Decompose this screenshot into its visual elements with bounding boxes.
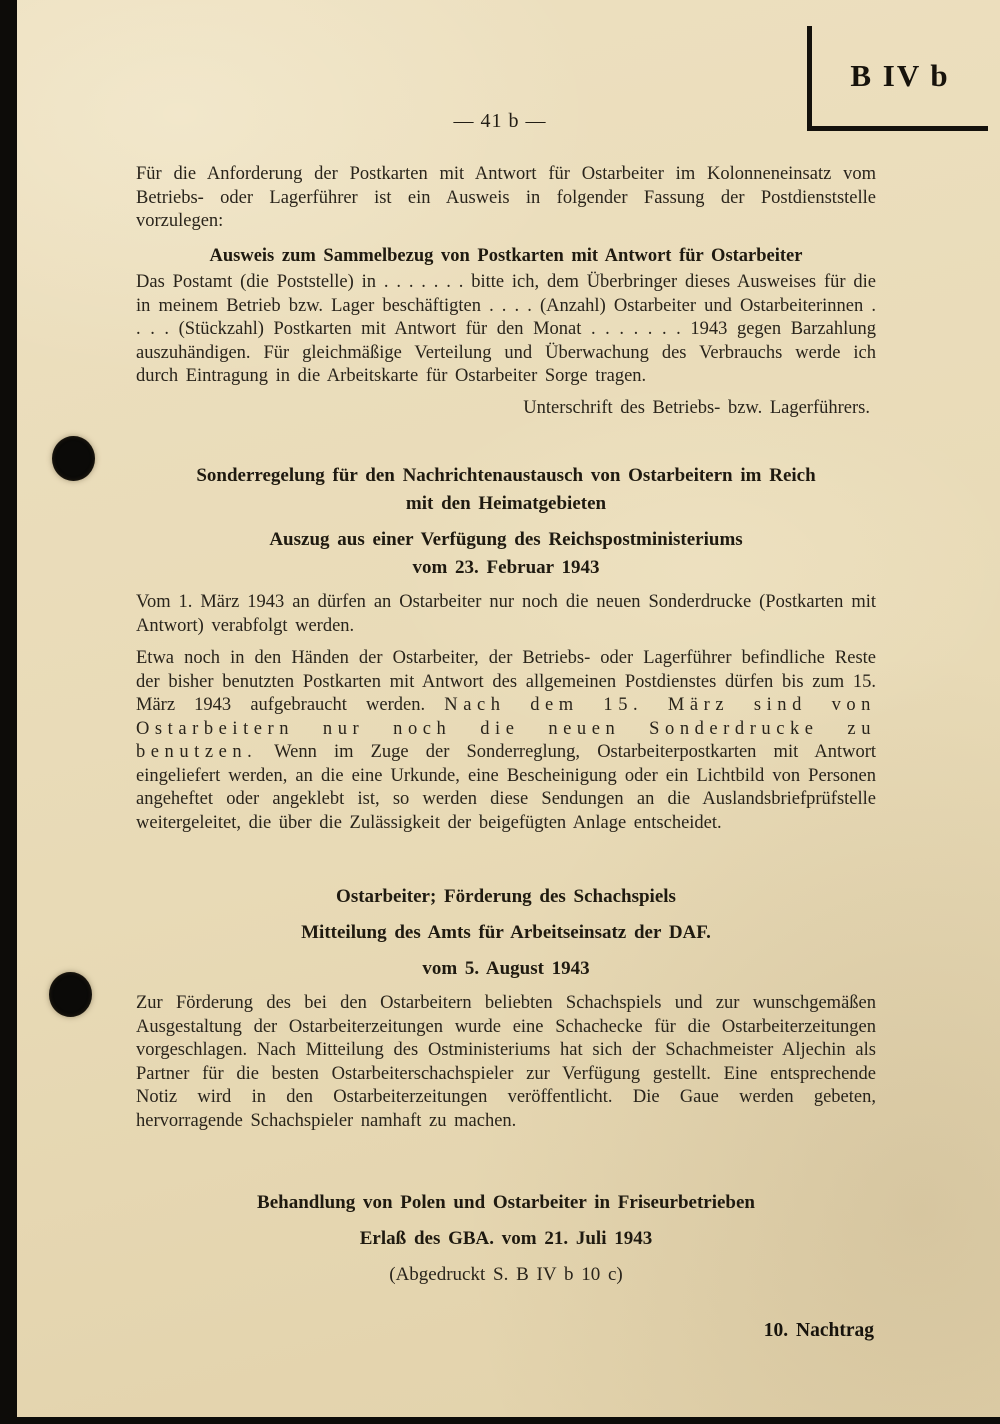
friseurbetriebe-heading-line3: (Abgedruckt S. B IV b 10 c) [389, 1264, 623, 1285]
hole-punch-top [52, 436, 95, 481]
sonderregelung-subheading-line1: Auszug aus einer Verfügung des Reichspostministeriums [269, 529, 743, 550]
friseurbetriebe-heading-line1: Behandlung von Polen und Ostarbeiter in Friseurbetrieben [257, 1192, 755, 1213]
schachspiel-heading-line2: Mitteilung des Amts für Arbeitseinsatz der DAF. [301, 922, 711, 943]
page-number: — 41 b — [453, 110, 547, 132]
schachspiel-heading-line3: vom 5. August 1943 [422, 958, 590, 979]
sonderregelung-subheading-line2: vom 23. Februar 1943 [412, 557, 600, 578]
sonderregelung-paragraph-2 [136, 647, 876, 835]
paragraph-text: Wenn im Zuge der Sonderreglung, Ostarbeiterpostkarten mit Antwort eingeliefert werden, an die eine Urkunde, eine Bescheinigung oder ein Lichtbild von Personen angeheftet oder angeklebt ist, so werden diese Sendungen an die Auslandsbriefprüfstelle weitergeleitet, die über die Zulässigkeit der beigefügten Anlage entscheidet. [136, 742, 876, 833]
hole-punch-bottom [49, 972, 92, 1017]
sonderregelung-paragraph-1: Vom 1. März 1943 an dürfen an Ostarbeiter nur noch die neuen Sonderdrucke (Postkarten mit Antwort) verabfolgt werden. [136, 592, 876, 636]
classification-label: B IV b [850, 58, 950, 93]
page-bottom-edge [0, 1417, 1000, 1424]
footer-nachtrag: 10. Nachtrag [763, 1320, 874, 1341]
schachspiel-heading-line1: Ostarbeiter; Förderung des Schachspiels [336, 886, 676, 907]
page-content [136, 163, 876, 1343]
ausweis-body-paragraph: Das Postamt (die Poststelle) in . . . . . . . bitte ich, dem Überbringer dieses Ausweises für die in meinem Betrieb bzw. Lager beschäftigten . . . . (Anzahl) Ostarbeiter und Ostarbeiterinnen . . . . (Stückzahl) Postkarten mit Antwort für den Monat . . . . . . . 1943 gegen Barzahlung auszuhändigen. Für gleichmäßige Verteilung und Überwachung des Verbrauchs werde ich durch Eintragung in die Arbeitskarte für Ostarbeiter Sorge tragen. [136, 272, 876, 386]
ausweis-heading: Ausweis zum Sammelbezug von Postkarten mit Antwort für Ostarbeiter [209, 245, 803, 266]
binding-edge [0, 0, 17, 1424]
sonderregelung-heading-line2: mit den Heimatgebieten [405, 493, 607, 514]
signature-line: Unterschrift des Betriebs- bzw. Lagerführers. [523, 397, 870, 418]
ausweis-intro-paragraph: Für die Anforderung der Postkarten mit Antwort für Ostarbeiter im Kolonneneinsatz vom Betriebs- oder Lagerführer ist ein Ausweis in folgender Fassung der Postdienststelle vorzulegen: [136, 164, 876, 231]
letterspaced-text: Nach dem 15. März sind von Ostarbeitern nur noch die neuen Sonderdrucke zu benutzen. [136, 695, 876, 762]
schachspiel-paragraph: Zur Förderung des bei den Ostarbeitern beliebten Schachspiels und zur wunschgemäßen Ausgestaltung der Ostarbeiterzeitungen wurde eine Schachecke für die Ostarbeiterzeitungen vorgeschlagen. Nach Mitteilung des Ostministeriums hat sich der Schachmeister Aljechin als Partner für die besten Ostarbeiterschachspieler zur Verfügung gestellt. Eine entsprechende Notiz wird in den Ostarbeiterzeitungen veröffentlicht. Die Gaue werden gebeten, hervorragende Schachspieler namhaft zu machen. [136, 993, 876, 1131]
paragraph-text: Etwa noch in den Händen der Ostarbeiter, der Betriebs- oder Lagerführer befindliche Reste der bisher benutzten Postkarten mit Antwort des allgemeinen Postdienstes dürfen bis zum 15. März 1943 aufgebraucht werden. [136, 648, 876, 715]
friseurbetriebe-heading-line2: Erlaß des GBA. vom 21. Juli 1943 [359, 1228, 653, 1249]
sonderregelung-heading-line1: Sonderregelung für den Nachrichtenaustausch von Ostarbeitern im Reich [196, 465, 816, 486]
